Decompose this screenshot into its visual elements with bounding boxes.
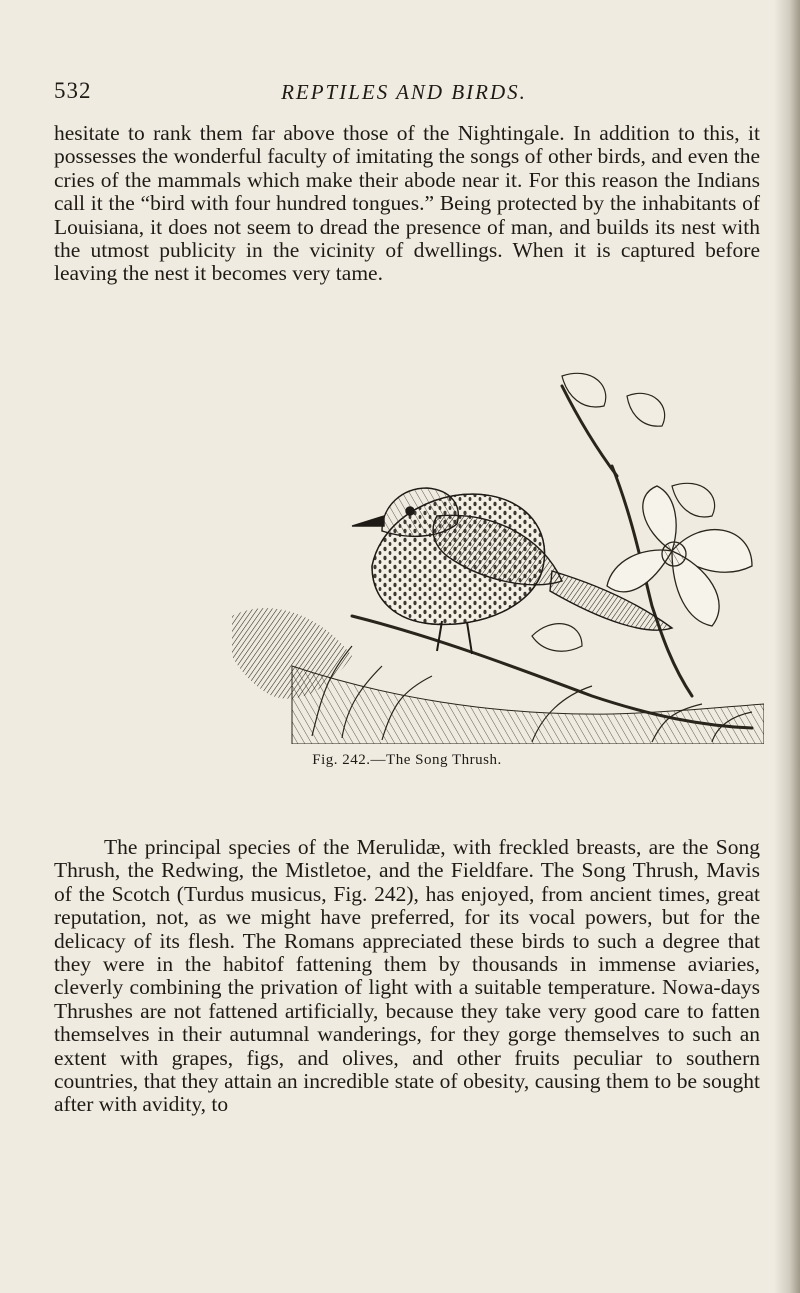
running-head: REPTILES AND BIRDS.: [281, 80, 527, 104]
page-edge-shadow: [774, 0, 800, 1293]
song-thrush-illustration: [232, 366, 764, 744]
body-paragraph: hesitate to rank them far above those of the Nightingale. In addition to this, it possesses the wonderful faculty of imitating the songs of other birds, and even the cries of the mammals which make their abode near it. For this reason the Indians call it the “bird with four hundred tongues.” Being protected by the inhabitants of Louisiana, it does not seem to dread the presence of man, and builds its nest with the utmost publicity in the vicinity of dwellings. When it is captured before leaving the nest it becomes very tame.: [54, 121, 760, 286]
body-paragraph: The principal species of the Merulidæ, with freckled breasts, are the Song Thrush, the Redwing, the Mistletoe, and the Fieldfare. The Song Thrush, Mavis of the Scotch (Turdus musicus, Fig. 242), has enjoyed, from ancient times, great reputation, not, as we might have preferred, for its vocal powers, but for the delicacy of its flesh. The Romans appreciated these birds to such a degree that they were in the habitof fattening them by thousands in immense aviaries, cleverly combining the privation of light with a suitable temperature. Nowa-days Thrushes are not fattened artificially, because they take very good care to fatten themselves in their autumnal wanderings, for they gorge themselves to such an extent with grapes, figs, and olives, and other fruits peculiar to southern countries, that they attain an incredible state of obesity, causing them to be sought after with avidity, to: [54, 835, 760, 1117]
page-number: 532: [54, 78, 92, 103]
figure-caption: Fig. 242.—The Song Thrush.: [312, 752, 502, 768]
page-header: [54, 78, 754, 110]
